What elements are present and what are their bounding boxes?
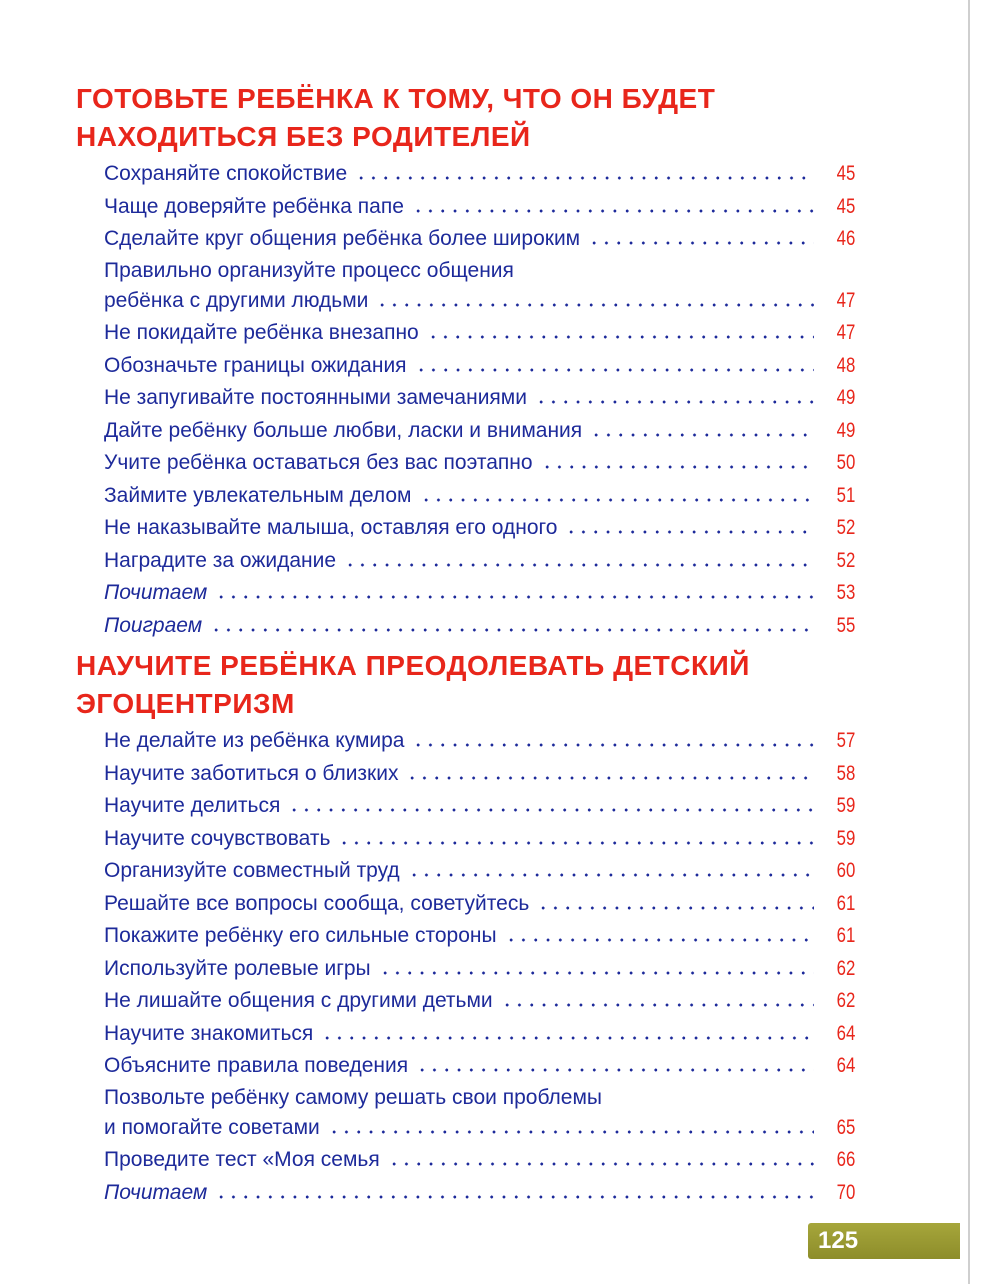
toc-entry-line (104, 480, 866, 513)
toc-entry[interactable] (104, 985, 866, 1018)
toc-entry[interactable] (104, 512, 866, 545)
toc-entry-title: Не наказывайте малыша, оставляя его одного (104, 516, 558, 539)
page-edge-line (968, 0, 970, 1284)
toc-entry-title: Не запугивайте постоянными замечаниями (104, 386, 527, 409)
toc-page-number: 62 (836, 989, 856, 1012)
toc-entry-line (104, 610, 866, 643)
section-title-line: ЭГОЦЕНТРИЗМ (76, 688, 295, 719)
toc-entry[interactable] (104, 158, 866, 191)
toc-entry-title: Не покидайте ребёнка внезапно (104, 321, 419, 344)
dot-leader (321, 1036, 814, 1040)
toc-page-number: 64 (836, 1054, 856, 1077)
toc-page-number: 50 (836, 451, 856, 474)
toc-entry[interactable] (104, 855, 866, 888)
toc-page-number: 62 (836, 956, 856, 980)
toc-entry-line (104, 191, 866, 224)
toc-entry-line (104, 790, 866, 823)
toc-entry[interactable] (104, 415, 866, 448)
toc-entry-title: Наградите за ожидание (104, 548, 337, 572)
toc-entry-line (104, 512, 866, 545)
toc-entry-title: Научите делиться (104, 794, 281, 817)
toc-entry-line (104, 223, 866, 256)
toc-entry[interactable] (104, 758, 866, 791)
dot-leader (388, 1162, 814, 1166)
toc-entry[interactable] (104, 1083, 866, 1145)
dot-leader (588, 241, 814, 245)
toc-entry-line (104, 823, 866, 856)
toc-entry-title: Сделайте круг общения ребёнка более широким (104, 227, 581, 250)
toc-page-number: 47 (836, 288, 856, 312)
dot-leader (541, 465, 814, 469)
toc-entry-line (104, 855, 866, 888)
section-title-line: НАУЧИТЕ РЕБЁНКА ПРЕОДОЛЕВАТЬ ДЕТСКИЙ (76, 650, 750, 681)
toc-entry-line (104, 1177, 866, 1210)
toc-entry-line (104, 920, 866, 953)
toc-page-number: 48 (836, 353, 856, 377)
toc-page-number: 45 (836, 194, 856, 218)
dot-leader (501, 1003, 814, 1007)
toc-entry-title: Научите заботиться о близких (104, 761, 399, 785)
toc-entry-line (104, 758, 866, 791)
dot-leader (412, 209, 814, 213)
toc-entry[interactable] (104, 223, 866, 256)
dot-leader (328, 1130, 814, 1134)
toc-page-number: 49 (836, 418, 856, 442)
dot-leader (408, 873, 814, 877)
toc-entry-line (104, 158, 866, 191)
toc-entry[interactable] (104, 1018, 866, 1051)
toc-entries (104, 725, 866, 1209)
toc-page-number: 64 (836, 1021, 856, 1045)
dot-leader (535, 400, 814, 404)
section-title (76, 80, 866, 156)
toc-page-number: 70 (836, 1180, 856, 1204)
toc-entry-title: Объясните правила поведения (104, 1054, 409, 1077)
dot-leader (210, 628, 814, 632)
page-number: 125 (818, 1227, 859, 1254)
toc-entry-line (104, 577, 866, 610)
dot-leader (406, 776, 814, 780)
dot-leader (355, 176, 814, 180)
toc-section-2 (76, 647, 866, 1209)
toc-entries (104, 158, 866, 642)
toc-entry-line (104, 1050, 866, 1083)
dot-leader (420, 498, 815, 502)
toc-entry-title: и помогайте советами (104, 1115, 320, 1139)
toc-entry-title: Научите сочувствовать (104, 826, 331, 850)
toc-entry-line (104, 985, 866, 1018)
toc-entry-line (104, 888, 866, 921)
toc-entry-line (104, 415, 866, 448)
toc-entry-title: Правильно организуйте процесс общения (104, 258, 514, 282)
toc-entry[interactable] (104, 256, 866, 318)
toc-entry-title: Решайте все вопросы сообща, советуйтесь (104, 891, 530, 915)
toc-entry-title: Научите знакомиться (104, 1021, 314, 1045)
toc-entry[interactable] (104, 790, 866, 823)
toc-entry-title: Организуйте совместный труд (104, 859, 400, 882)
dot-leader (215, 595, 814, 599)
toc-page-number: 47 (836, 321, 856, 344)
toc-page-number: 59 (836, 826, 856, 850)
toc-entry-line (104, 285, 866, 318)
toc-page-number: 46 (836, 227, 856, 250)
toc-entry-title: Займите увлекательным делом (104, 483, 412, 507)
toc-entry-title: Сохраняйте спокойствие (104, 162, 348, 185)
dot-leader (505, 938, 814, 942)
toc-entry-title: Не лишайте общения с другими детьми (104, 989, 493, 1012)
dot-leader (344, 563, 814, 567)
toc-page-number: 51 (836, 483, 856, 507)
toc-page-number: 52 (836, 516, 856, 539)
toc-page-number: 52 (836, 548, 856, 572)
section-title-line: ГОТОВЬТЕ РЕБЁНКА К ТОМУ, ЧТО ОН БУДЕТ (76, 83, 716, 114)
toc-entry-title: Позвольте ребёнку самому решать свои проблемы (104, 1085, 603, 1109)
toc-entry-title: Используйте ролевые игры (104, 956, 371, 980)
toc-entry[interactable] (104, 191, 866, 224)
toc-entry[interactable] (104, 382, 866, 415)
toc-entry-title: Чаще доверяйте ребёнка папе (104, 194, 404, 218)
toc-entry-line (104, 256, 866, 285)
dot-leader (215, 1195, 814, 1199)
dot-leader (338, 841, 814, 845)
toc-entry-title: ребёнка с другими людьми (104, 288, 369, 312)
toc-entry-title: Проведите тест «Моя семья (104, 1148, 380, 1171)
dot-leader (427, 335, 814, 339)
toc-page-number: 53 (836, 581, 856, 604)
toc-entry[interactable] (104, 953, 866, 986)
section-title (76, 647, 866, 723)
page-number-tab (808, 1223, 960, 1259)
toc-entry-title: Не делайте из ребёнка кумира (104, 729, 405, 752)
toc-page-number: 59 (836, 794, 856, 817)
toc-entry[interactable] (104, 920, 866, 953)
toc-entry-title: Обозначьте границы ожидания (104, 353, 407, 377)
toc-page-number: 57 (836, 729, 856, 752)
toc-entry[interactable] (104, 1144, 866, 1177)
toc-entry-title: Учите ребёнка оставаться без вас поэтапно (104, 451, 533, 474)
toc-entry[interactable] (104, 823, 866, 856)
toc-entry-line (104, 545, 866, 578)
toc-entry[interactable] (104, 610, 866, 643)
toc-entry[interactable] (104, 577, 866, 610)
toc-entry[interactable] (104, 317, 866, 350)
toc-page-number: 66 (836, 1148, 856, 1171)
toc-entry-title: Почитаем (104, 581, 208, 604)
toc-entry-title: Дайте ребёнку больше любви, ласки и внимания (104, 418, 583, 442)
toc-entry[interactable] (104, 1050, 866, 1083)
toc-entry-line (104, 1112, 866, 1145)
toc-page-number: 65 (836, 1115, 856, 1139)
toc-entry-title: Почитаем (104, 1180, 208, 1204)
dot-leader (412, 743, 814, 747)
toc-entry-line (104, 953, 866, 986)
toc-entry-title: Поиграем (104, 613, 203, 637)
toc-entry-line (104, 1144, 866, 1177)
toc-page-number: 49 (836, 386, 856, 409)
dot-leader (565, 530, 814, 534)
dot-leader (288, 808, 814, 812)
toc-entry[interactable] (104, 888, 866, 921)
toc-entry-line (104, 1083, 866, 1112)
toc-page-number: 45 (836, 162, 856, 185)
dot-leader (415, 368, 814, 372)
toc-entry[interactable] (104, 545, 866, 578)
dot-leader (537, 906, 814, 910)
toc-entry[interactable] (104, 1177, 866, 1210)
dot-leader (376, 303, 814, 307)
toc-section-1 (76, 80, 866, 642)
toc-entry-line (104, 447, 866, 480)
toc-entry-line (104, 1018, 866, 1051)
dot-leader (379, 971, 814, 975)
toc-entry-title: Покажите ребёнку его сильные стороны (104, 924, 497, 947)
toc-entry-line (104, 725, 866, 758)
dot-leader (416, 1068, 814, 1072)
toc-page-number: 58 (836, 761, 856, 785)
toc-entry[interactable] (104, 350, 866, 383)
toc-entry-line (104, 350, 866, 383)
toc-entry[interactable] (104, 447, 866, 480)
toc-page-number: 60 (836, 859, 856, 882)
toc-entry-line (104, 382, 866, 415)
section-title-line: НАХОДИТЬСЯ БЕЗ РОДИТЕЛЕЙ (76, 121, 531, 152)
toc-page-number: 61 (836, 924, 856, 947)
toc-entry[interactable] (104, 725, 866, 758)
toc-entry[interactable] (104, 480, 866, 513)
toc-page-number: 61 (836, 891, 856, 915)
toc-page-number: 55 (836, 613, 856, 637)
toc-entry-line (104, 317, 866, 350)
dot-leader (590, 433, 814, 437)
